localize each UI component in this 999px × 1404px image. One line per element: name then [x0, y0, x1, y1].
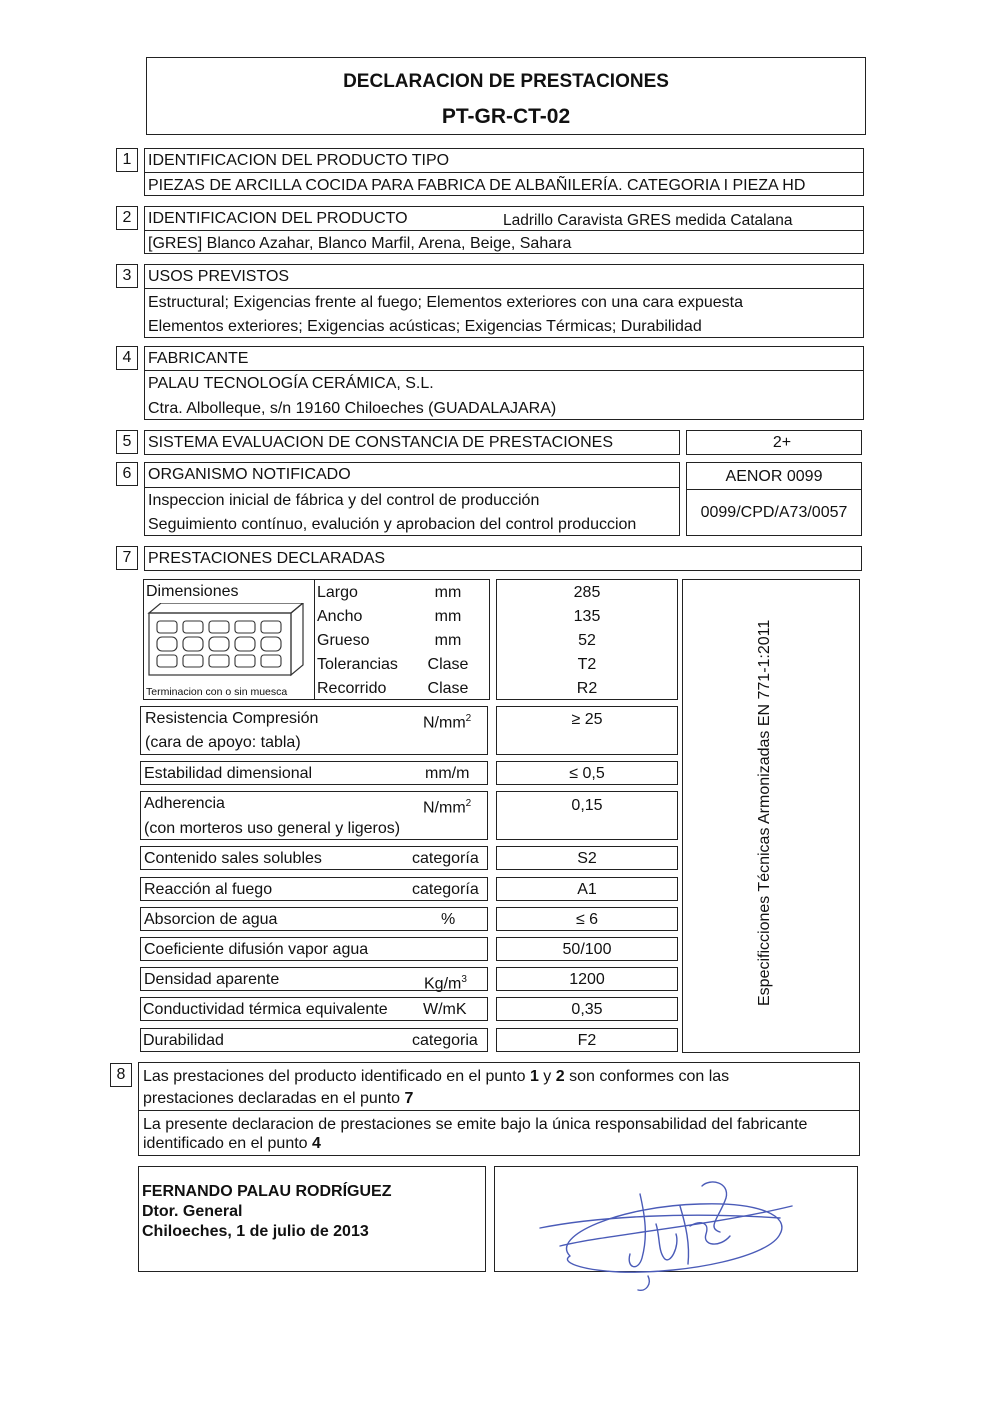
- dim-tolerancias-value: T2: [577, 656, 597, 673]
- notified-body-name: AENOR 0099: [725, 468, 823, 485]
- certificate-number: 0099/CPD/A73/0057: [700, 504, 848, 521]
- compresion-value: ≥ 25: [571, 711, 603, 728]
- densidad-value: 1200: [569, 971, 605, 988]
- document-title: DECLARACION DE PRESTACIONES: [343, 71, 669, 92]
- conductividad-value: 0,35: [571, 1001, 603, 1018]
- section-7-title: PRESTACIONES DECLARADAS: [148, 550, 386, 567]
- notified-body-task-1: Inspeccion inicial de fábrica y del control de producción: [148, 492, 540, 509]
- dim-largo-unit: mm: [434, 584, 462, 601]
- dim-ancho-value: 135: [573, 608, 601, 625]
- intended-uses-line-1: Estructural; Exigencias frente al fuego; Elementos exteriores con una cara expuesta: [148, 294, 743, 311]
- manufacturer-name: PALAU TECNOLOGÍA CERÁMICA, S.L.: [148, 375, 434, 392]
- compresion-name: Resistencia Compresión: [145, 710, 319, 727]
- document-code: PT-GR-CT-02: [441, 105, 571, 128]
- section-5-title: SISTEMA EVALUACION DE CONSTANCIA DE PRESTACIONES: [148, 434, 613, 451]
- estabilidad-value: ≤ 0,5: [569, 765, 605, 782]
- absorcion-name: Absorcion de agua: [144, 911, 278, 928]
- section-4-number: 4: [116, 346, 138, 370]
- brick-illustration: [143, 603, 315, 683]
- section-3-title: USOS PREVISTOS: [148, 268, 290, 285]
- section-2-number: 2: [116, 206, 138, 230]
- section-8-line-4: identificado en el punto 4: [143, 1135, 321, 1152]
- section-6-number: 6: [116, 462, 138, 486]
- compresion-unit: $N/mm^2$: [423, 713, 472, 732]
- durabilidad-unit: categoria: [412, 1032, 478, 1049]
- handwritten-signature: [530, 1176, 800, 1296]
- fuego-name: Reacción al fuego: [144, 881, 273, 898]
- sales-value: S2: [577, 850, 597, 867]
- compresion-sub: (cara de apoyo: tabla): [145, 734, 301, 751]
- fuego-unit: categoría: [412, 881, 479, 898]
- dim-ancho-name: Ancho: [317, 608, 363, 625]
- densidad-unit: $Kg/m^3$: [424, 974, 467, 993]
- harmonized-spec: Especificciones Técnicas Armonizadas EN 771-1:2011: [756, 619, 773, 1006]
- section-8-line-3: La presente declaracion de prestaciones se emite bajo la única responsabilidad del fabricante: [143, 1116, 808, 1133]
- section-2-title: IDENTIFICACION DEL PRODUCTO: [148, 210, 408, 227]
- section-1-text: PIEZAS DE ARCILLA COCIDA PARA FABRICA DE ALBAÑILERÍA. CATEGORIA I PIEZA HD: [148, 177, 806, 194]
- notified-body-task-2: Seguimiento contínuo, evalución y aprobacion del control produccion: [148, 516, 637, 533]
- conductividad-name: Conductividad térmica equivalente: [143, 1001, 388, 1018]
- absorcion-unit: %: [441, 911, 456, 928]
- adherencia-unit: $N/mm^2$: [423, 798, 472, 817]
- estabilidad-name: Estabilidad dimensional: [144, 765, 313, 782]
- dim-recorrido-name: Recorrido: [317, 680, 387, 697]
- vapor-name: Coeficiente difusión vapor agua: [144, 941, 369, 958]
- section-1-number: 1: [116, 148, 138, 172]
- dimensions-caption: Terminacion con o sin muesca: [146, 686, 288, 698]
- section-3-number: 3: [116, 264, 138, 288]
- section-4-title: FABRICANTE: [148, 350, 249, 367]
- adherencia-name: Adherencia: [144, 795, 225, 812]
- dim-largo-name: Largo: [317, 584, 358, 601]
- absorcion-value: ≤ 6: [575, 911, 599, 928]
- dimensions-label: Dimensiones: [146, 583, 239, 600]
- vapor-value: 50/100: [562, 941, 612, 958]
- adherencia-value: 0,15: [571, 797, 603, 814]
- dim-recorrido-unit: Clase: [427, 680, 469, 697]
- dim-grueso-name: Grueso: [317, 632, 370, 649]
- fuego-value: A1: [577, 881, 597, 898]
- avcp-system-value: 2+: [772, 434, 792, 451]
- section-6-title: ORGANISMO NOTIFICADO: [148, 466, 351, 483]
- conductividad-unit: W/mK: [423, 1001, 467, 1018]
- dim-recorrido-value: R2: [576, 680, 598, 697]
- product-name: Ladrillo Caravista GRES medida Catalana: [503, 212, 793, 229]
- section-7-number: 7: [116, 546, 138, 570]
- dim-ancho-unit: mm: [434, 608, 462, 625]
- durabilidad-name: Durabilidad: [143, 1032, 224, 1049]
- signatory-role: Dtor. General: [142, 1203, 243, 1220]
- intended-uses-line-2: Elementos exteriores; Exigencias acústicas; Exigencias Térmicas; Durabilidad: [148, 318, 702, 335]
- product-variants: [GRES] Blanco Azahar, Blanco Marfil, Arena, Beige, Sahara: [148, 235, 572, 252]
- adherencia-sub: (con morteros uso general y ligeros): [144, 820, 401, 837]
- durabilidad-value: F2: [577, 1032, 597, 1049]
- section-8-line-2: prestaciones declaradas en el punto 7: [143, 1090, 414, 1107]
- sales-name: Contenido sales solubles: [144, 850, 322, 867]
- sales-unit: categoría: [412, 850, 479, 867]
- section-8-number: 8: [110, 1063, 132, 1087]
- section-1-title: IDENTIFICACION DEL PRODUCTO TIPO: [148, 152, 450, 169]
- densidad-name: Densidad aparente: [144, 971, 280, 988]
- dim-tolerancias-unit: Clase: [427, 656, 469, 673]
- dim-largo-value: 285: [573, 584, 601, 601]
- section-8-line-1: Las prestaciones del producto identificado en el punto 1 y 2 son conformes con las: [143, 1068, 730, 1085]
- manufacturer-address: Ctra. Albolleque, s/n 19160 Chiloeches (GUADALAJARA): [148, 400, 557, 417]
- section-5-number: 5: [116, 430, 138, 454]
- dim-grueso-unit: mm: [434, 632, 462, 649]
- signature-place-date: Chiloeches, 1 de julio de 2013: [142, 1223, 369, 1240]
- dim-tolerancias-name: Tolerancias: [317, 656, 398, 673]
- dim-grueso-value: 52: [578, 632, 596, 649]
- signatory-name: FERNANDO PALAU RODRÍGUEZ: [142, 1183, 392, 1200]
- estabilidad-unit: mm/m: [425, 765, 470, 782]
